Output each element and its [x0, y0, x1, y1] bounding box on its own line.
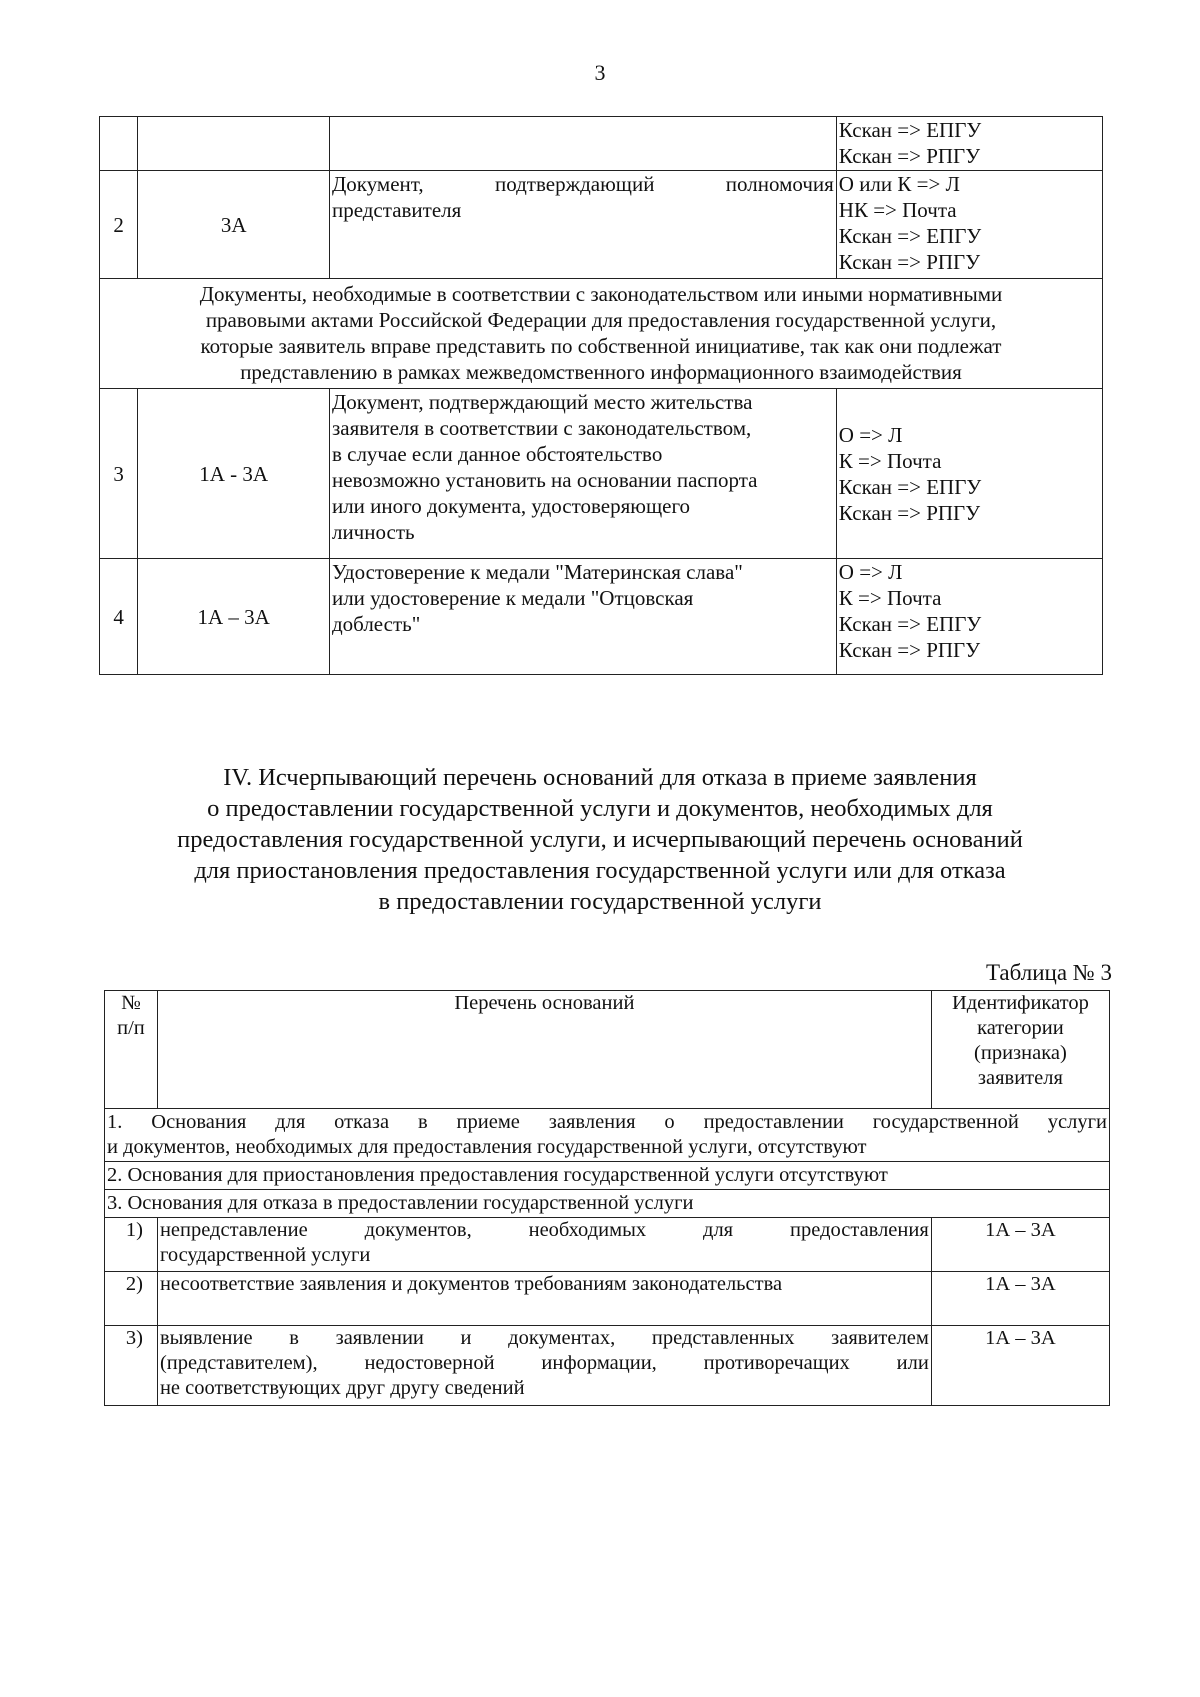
document-cell — [329, 389, 836, 559]
ground-text: не соответствующих друг другу сведений — [159, 1377, 525, 1399]
ground-1 — [105, 1109, 1110, 1162]
header-text: Идентификатор — [951, 992, 1089, 1014]
document-line: или иного документа, удостоверяющего — [331, 494, 691, 518]
section-line: правовыми актами Российской Федерации для предоставления государственной услуги, — [205, 308, 997, 332]
row-number: 4 — [100, 559, 138, 675]
table-cell — [329, 117, 836, 171]
method-line: О => Л — [838, 422, 903, 447]
ident-cell: 1А – 3А — [931, 1218, 1109, 1272]
row-number: 2) — [105, 1272, 158, 1326]
ground-item — [157, 1272, 931, 1326]
method-line: Кскан => РПГУ — [838, 638, 981, 662]
document-line: доблесть" — [331, 612, 421, 636]
section-heading — [100, 762, 1100, 917]
header-text: категории — [977, 1017, 1064, 1039]
table-row — [105, 1326, 1110, 1406]
document-line: заявителя в соответствии с законодательством, — [331, 416, 752, 440]
ground-text: 1. Основания для отказа в приеме заявления о предоставлении государственной услуги — [107, 1111, 1107, 1133]
document-line: невозможно установить на основании паспорта — [331, 468, 758, 492]
header-text: № — [121, 992, 141, 1014]
document-cell — [329, 559, 836, 675]
ground-item — [157, 1218, 931, 1272]
document-line: Документ, подтверждающий место жительства — [331, 390, 753, 414]
document-line: в случае если данное обстоятельство — [331, 442, 663, 466]
table-row — [100, 117, 1103, 171]
category-cell: 1А - 3А — [138, 389, 330, 559]
section-line: которые заявитель вправе представить по собственной инициативе, так как они подлежат — [200, 334, 1002, 358]
method-line: Кскан => РПГУ — [838, 144, 981, 168]
method-line: К => Почта — [838, 586, 942, 610]
category-cell: 3А — [138, 171, 330, 279]
ground-text: непредставление документов, необходимых для предоставления — [159, 1219, 929, 1241]
header-row — [105, 991, 1110, 1109]
ground-row — [105, 1162, 1110, 1190]
table-row — [100, 559, 1103, 675]
table-row — [105, 1218, 1110, 1272]
ground-row — [105, 1109, 1110, 1162]
header-ident — [931, 991, 1109, 1109]
ident-cell: 1А – 3А — [931, 1326, 1109, 1406]
method-line: О => Л — [838, 560, 903, 584]
category-cell: 1А – 3А — [138, 559, 330, 675]
method-line: Кскан => ЕПГУ — [838, 224, 982, 248]
document-cell — [329, 171, 836, 279]
method-line: НК => Почта — [838, 198, 957, 222]
ground-text: несоответствие заявления и документов требованиям законодательства — [159, 1273, 783, 1295]
header-text: (признака) — [974, 1042, 1067, 1064]
method-line: Кскан => ЕПГУ — [838, 118, 982, 142]
table-caption: Таблица № 3 — [985, 960, 1112, 985]
section-cell — [100, 279, 1103, 389]
method-cell — [836, 171, 1102, 279]
header-text: заявителя — [977, 1067, 1063, 1089]
ground-text: и документов, необходимых для предоставления государственной услуги, отсутствуют — [107, 1136, 867, 1158]
method-cell — [836, 559, 1102, 675]
table-row — [100, 389, 1103, 559]
document-line: представителя — [331, 198, 462, 222]
heading-line: для приостановления предоставления государственной услуги или для отказа — [194, 857, 1006, 884]
page-number: 3 — [594, 60, 606, 85]
ground-item — [157, 1326, 931, 1406]
heading-line: в предоставлении государственной услуги — [378, 888, 822, 915]
heading-line: предоставления государственной услуги, и исчерпывающий перечень оснований — [177, 826, 1023, 853]
method-line: Кскан => РПГУ — [838, 500, 981, 525]
row-number: 3 — [100, 389, 138, 559]
section-line: Документы, необходимые в соответствии с законодательством или иными нормативными — [199, 282, 1003, 306]
row-number: 2 — [100, 171, 138, 279]
method-line: Кскан => ЕПГУ — [838, 612, 982, 636]
row-number: 3) — [105, 1326, 158, 1406]
ground-2: 2. Основания для приостановления предоставления государственной услуги отсутствуют — [105, 1162, 1110, 1190]
documents-table — [99, 116, 1103, 675]
method-cell — [836, 117, 1102, 171]
method-cell — [836, 389, 1102, 559]
ident-cell: 1А – 3А — [931, 1272, 1109, 1326]
grounds-table — [104, 990, 1110, 1406]
ground-text: (представителем), недостоверной информации, противоречащих или — [159, 1352, 929, 1374]
ground-row — [105, 1190, 1110, 1218]
section-line: представлению в рамках межведомственного информационного взаимодействия — [240, 360, 962, 384]
ground-text: выявление в заявлении и документах, представленных заявителем — [159, 1327, 929, 1349]
ground-3: 3. Основания для отказа в предоставлении государственной услуги — [105, 1190, 1110, 1218]
method-line: Кскан => ЕПГУ — [838, 474, 982, 499]
document-line: или удостоверение к медали "Отцовская — [331, 586, 694, 610]
heading-line: о предоставлении государственной услуги и документов, необходимых для — [207, 795, 993, 822]
table-row — [100, 171, 1103, 279]
ground-text: государственной услуги — [159, 1244, 371, 1266]
header-text: п/п — [117, 1017, 145, 1039]
document-line: личность — [331, 520, 415, 544]
section-row — [100, 279, 1103, 389]
header-num — [105, 991, 158, 1109]
heading-line: IV. Исчерпывающий перечень оснований для отказа в приеме заявления — [223, 764, 977, 791]
table-row — [105, 1272, 1110, 1326]
table-cell — [138, 117, 330, 171]
method-line: Кскан => РПГУ — [838, 250, 981, 274]
document-line: Документ, подтверждающий полномочия — [331, 172, 834, 196]
method-line: К => Почта — [838, 448, 942, 473]
document-line: Удостоверение к медали "Материнская слава" — [331, 560, 743, 584]
method-line: О или К => Л — [838, 172, 960, 196]
row-number: 1) — [105, 1218, 158, 1272]
header-list: Перечень оснований — [157, 991, 931, 1109]
table-cell — [100, 117, 138, 171]
